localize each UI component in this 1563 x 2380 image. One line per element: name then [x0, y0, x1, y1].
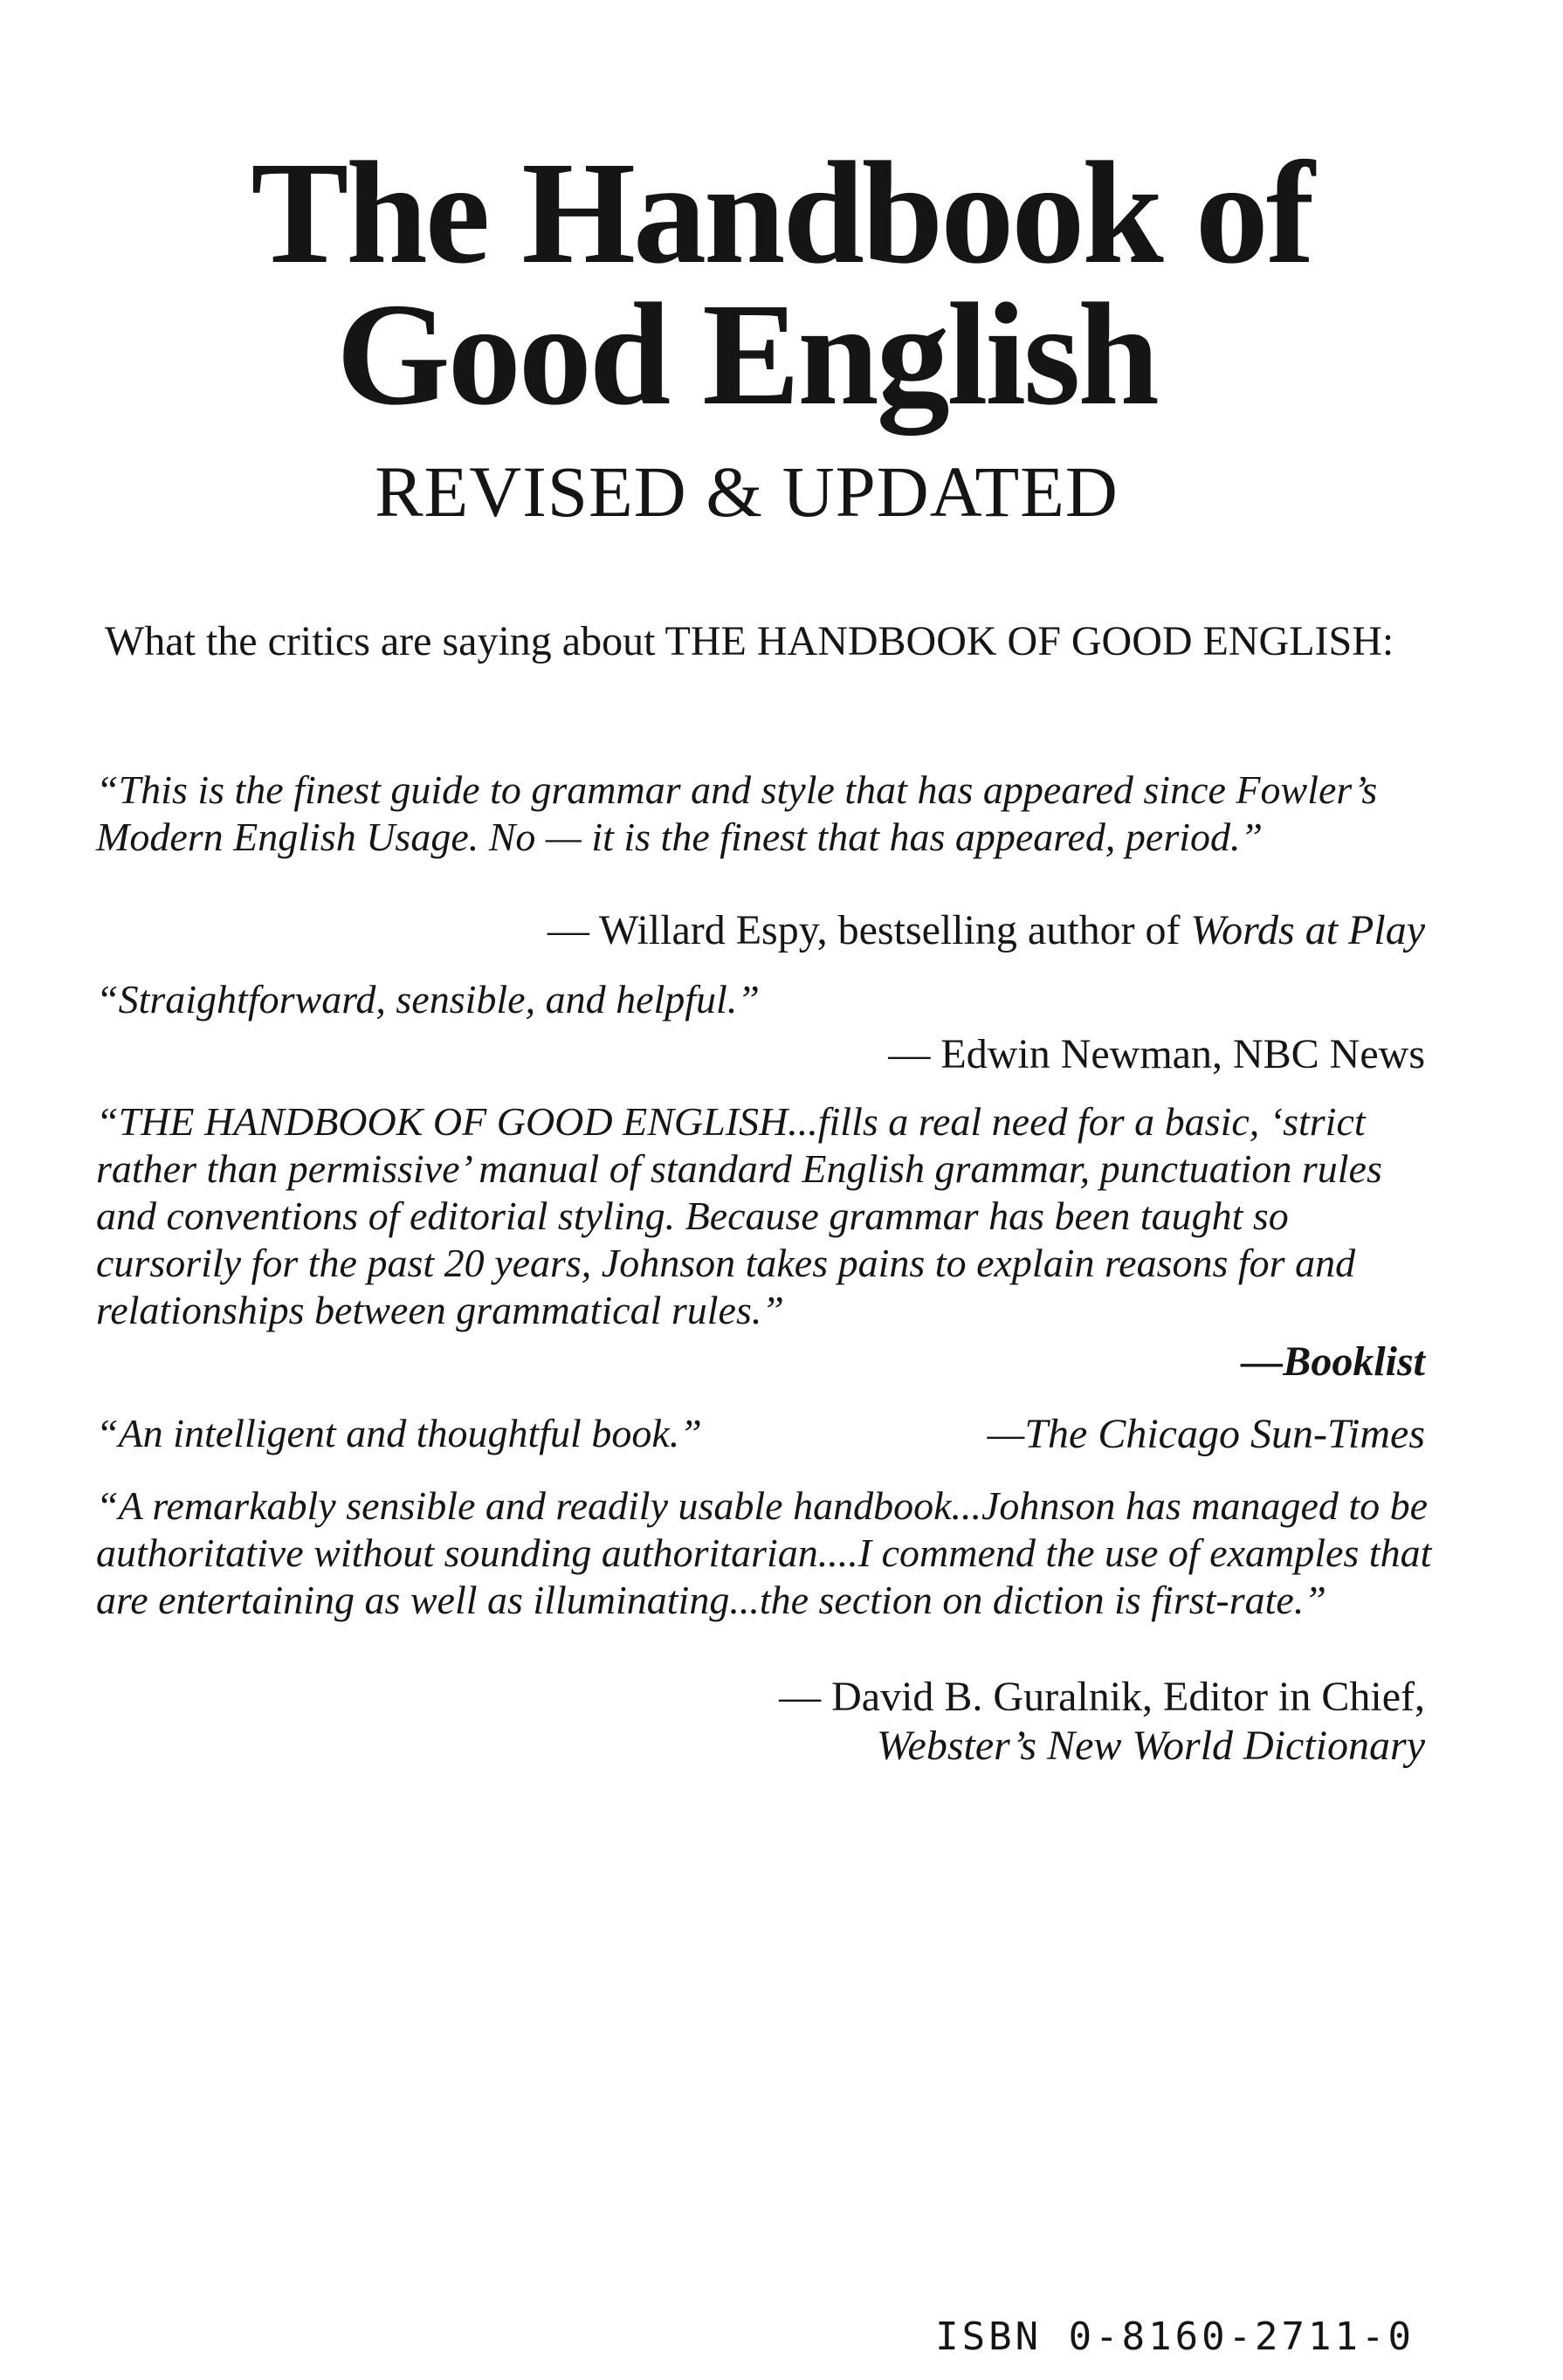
review-quote-espy: “This is the finest guide to grammar and style that has appeared since Fowler’s Modern English Usage. No — it is the finest that has appeared, period.”	[96, 767, 1378, 859]
isbn-number: ISBN 0-8160-2711-0	[935, 2315, 1415, 2359]
edition-subtitle: REVISED & UPDATED	[375, 451, 1119, 532]
review-attribution-sun-times: —The Chicago Sun-Times	[987, 1411, 1425, 1457]
attribution-prefix: — Willard Espy, bestselling author of	[547, 907, 1191, 953]
book-title-line-1: The Handbook of	[251, 132, 1312, 294]
critics-intro: What the critics are saying about THE HANDBOOK OF GOOD ENGLISH:	[105, 618, 1394, 664]
review-quote-booklist: “THE HANDBOOK OF GOOD ENGLISH...fills a real need for a basic, ‘strict rather than permissive’ manual of standard English grammar, punctuation rules and conventions of editorial styling. Because grammar has been taught so cursorily for the past 20 years, Johnson takes pains to explain reasons for and relationships between grammatical rules.”	[96, 1099, 1382, 1332]
review-quote-newman: “Straightforward, sensible, and helpful.”	[96, 977, 760, 1021]
review-attribution-guralnik: — David B. Guralnik, Editor in Chief,	[779, 1674, 1425, 1720]
review-attribution-guralnik-publication: Webster’s New World Dictionary	[876, 1723, 1425, 1769]
review-attribution-newman: — Edwin Newman, NBC News	[888, 1031, 1425, 1077]
book-title-line-2: Good English	[336, 273, 1157, 436]
review-quote-guralnik: “A remarkably sensible and readily usable handbook...Johnson has managed to be authoritative without sounding authoritarian....I commend the use of examples that are entertaining as well as illuminating...the section on diction is first-rate.”	[96, 1483, 1432, 1622]
attribution-book-title: Words at Play	[1190, 907, 1425, 953]
review-attribution-espy	[547, 906, 1425, 955]
review-quote-sun-times: “An intelligent and thoughtful book.”	[96, 1411, 702, 1455]
review-attribution-booklist: —Booklist	[1241, 1338, 1425, 1385]
